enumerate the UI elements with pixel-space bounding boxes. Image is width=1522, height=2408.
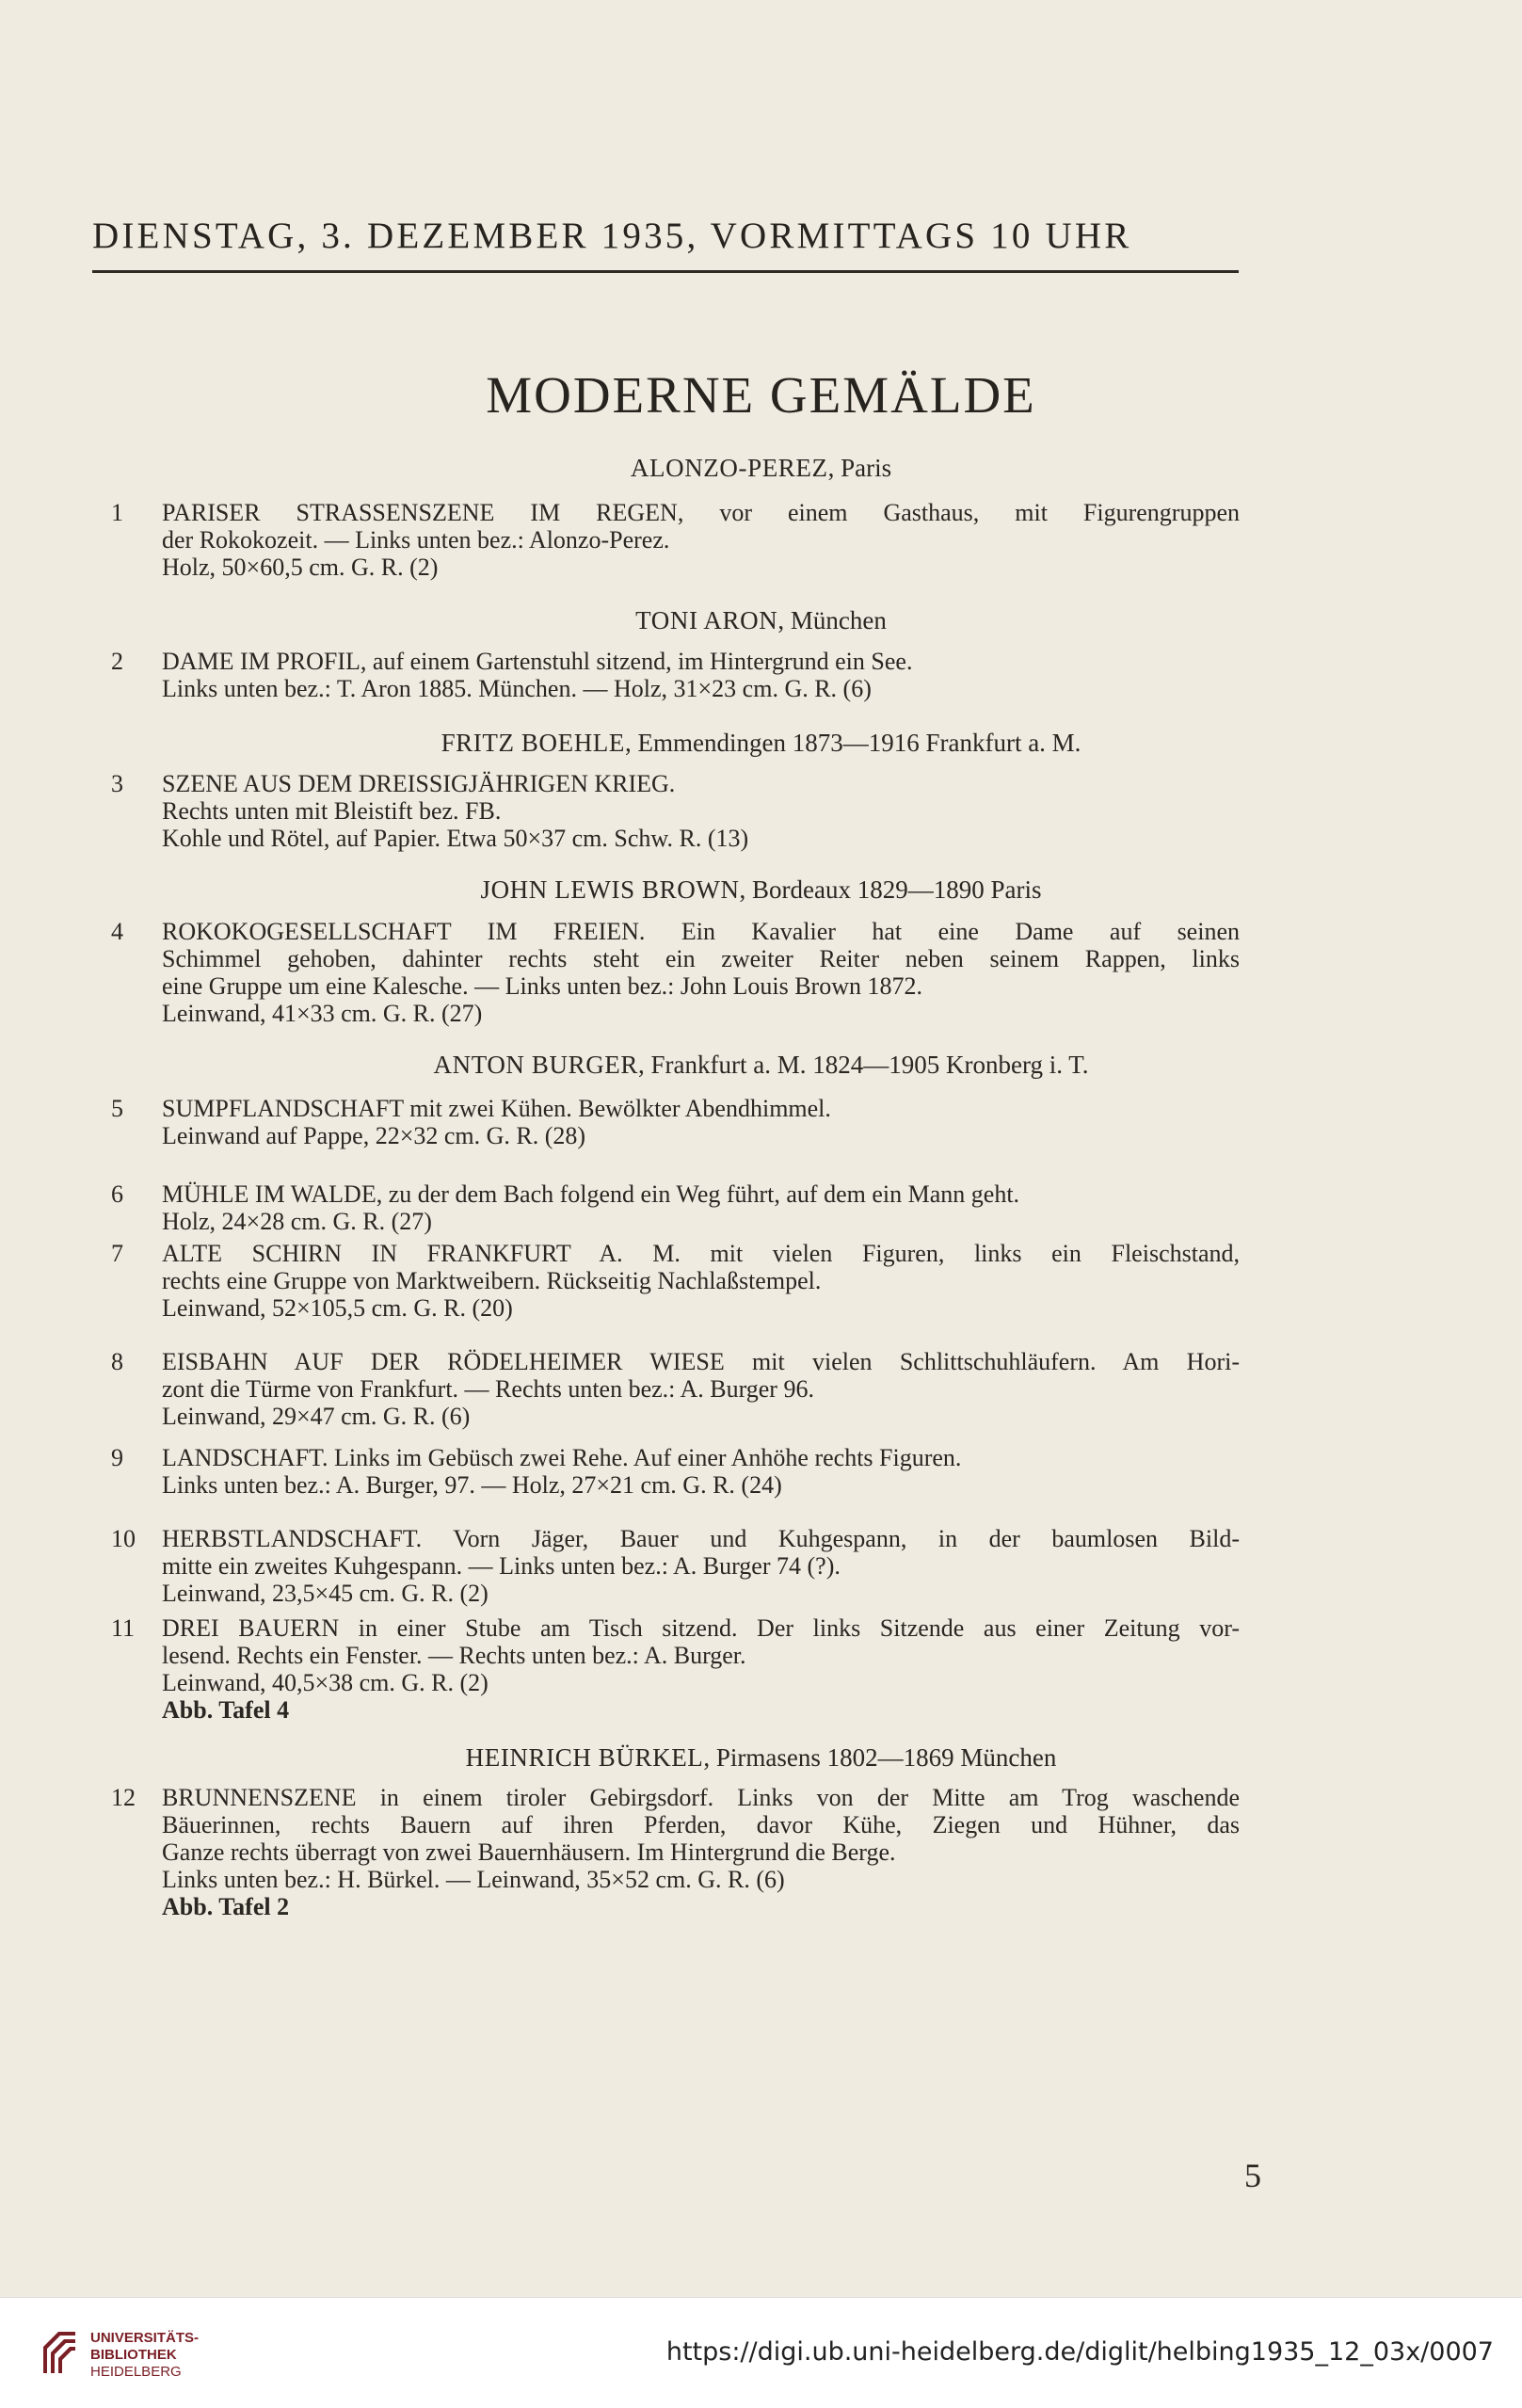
entry-line: Leinwand, 41×33 cm. G. R. (27)	[162, 1000, 483, 1027]
lot-number: 10	[111, 1525, 136, 1552]
entry-line: HERBSTLANDSCHAFT. Vorn Jäger, Bauer und Kuhgespann, in der baumlosen Bild-	[162, 1525, 1240, 1552]
ub-heidelberg-logo-icon[interactable]	[38, 2326, 81, 2379]
entry-line: Leinwand, 40,5×38 cm. G. R. (2)	[162, 1669, 489, 1696]
lot-number: 4	[111, 918, 123, 945]
entry-line: Links unten bez.: A. Burger, 97. — Holz, 27×21 cm. G. R. (24)	[162, 1471, 782, 1499]
artist-origin: , München	[777, 606, 887, 634]
artist-name: HEINRICH BÜRKEL	[465, 1743, 704, 1772]
library-name: UNIVERSITÄTS- BIBLIOTHEK HEIDELBERG	[90, 2330, 200, 2380]
entry-line: MÜHLE IM WALDE, zu der dem Bach folgend ein Weg führt, auf dem ein Mann geht.	[162, 1180, 1020, 1208]
artist-name: ALONZO-PEREZ	[630, 454, 828, 482]
entry-line: Bäuerinnen, rechts Bauern auf ihren Pferden, davor Kühe, Ziegen und Hühner, das	[162, 1811, 1240, 1838]
artist-heading	[0, 875, 1522, 905]
auction-date-header: DIENSTAG, 3. DEZEMBER 1935, VORMITTAGS 10 UHR	[92, 216, 1132, 256]
entry-line: Abb. Tafel 4	[162, 1696, 290, 1724]
entry-line: Links unten bez.: T. Aron 1885. München. — Holz, 31×23 cm. G. R. (6)	[162, 675, 872, 702]
lot-number: 7	[111, 1240, 123, 1267]
artist-origin: , Paris	[827, 454, 892, 482]
entry-line: EISBAHN AUF DER RÖDELHEIMER WIESE mit vielen Schlittschuhläufern. Am Hori-	[162, 1348, 1240, 1375]
entry-line: ALTE SCHIRN IN FRANKFURT A. M. mit vielen Figuren, links ein Fleischstand,	[162, 1240, 1240, 1267]
entry-line: Schimmel gehoben, dahinter rechts steht ein zweiter Reiter neben seinem Rappen, links	[162, 945, 1240, 972]
lot-number: 6	[111, 1180, 123, 1208]
lot-number: 2	[111, 648, 123, 675]
entry-line: eine Gruppe um eine Kalesche. — Links unten bez.: John Louis Brown 1872.	[162, 972, 922, 1000]
artist-heading	[0, 1743, 1522, 1773]
artist-name: ANTON BURGER	[433, 1051, 638, 1079]
entry-line: Leinwand auf Pappe, 22×32 cm. G. R. (28)	[162, 1122, 586, 1149]
entry-line: mitte ein zweites Kuhgespann. — Links unten bez.: A. Burger 74 (?).	[162, 1552, 841, 1580]
artist-heading	[0, 606, 1522, 635]
entry-line: SZENE AUS DEM DREISSIGJÄHRIGEN KRIEG.	[162, 770, 676, 797]
header-rule	[92, 270, 1239, 273]
entry-line: Ganze rechts überragt von zwei Bauernhäusern. Im Hintergrund die Berge.	[162, 1838, 896, 1866]
artist-origin: , Frankfurt a. M. 1824—1905 Kronberg i. T.	[638, 1051, 1089, 1079]
entry-line: Leinwand, 29×47 cm. G. R. (6)	[162, 1403, 471, 1430]
lot-number: 11	[111, 1614, 136, 1642]
lot-number: 3	[111, 770, 123, 797]
artist-heading	[0, 729, 1522, 758]
entry-line: SUMPFLANDSCHAFT mit zwei Kühen. Bewölkter Abendhimmel.	[162, 1095, 831, 1122]
entry-line: Leinwand, 52×105,5 cm. G. R. (20)	[162, 1294, 513, 1322]
lot-number: 12	[111, 1784, 136, 1811]
entry-line: der Rokokozeit. — Links unten bez.: Alonzo-Perez.	[162, 526, 670, 554]
page-number: 5	[1244, 2157, 1261, 2194]
artist-origin: , Pirmasens 1802—1869 München	[703, 1743, 1057, 1772]
page-title: MODERNE GEMÄLDE	[486, 366, 1036, 424]
lot-number: 5	[111, 1095, 123, 1122]
entry-line: DAME IM PROFIL, auf einem Gartenstuhl sitzend, im Hintergrund ein See.	[162, 648, 913, 675]
entry-line: PARISER STRASSENSZENE IM REGEN, vor einem Gasthaus, mit Figurengruppen	[162, 499, 1240, 526]
entry-line: BRUNNENSZENE in einem tiroler Gebirgsdorf. Links von der Mitte am Trog waschende	[162, 1784, 1240, 1811]
artist-name: TONI ARON	[635, 606, 778, 634]
permalink-url[interactable]: https://digi.ub.uni-heidelberg.de/diglit/helbing1935_12_03x/0007	[665, 2337, 1494, 2367]
entry-line: Holz, 24×28 cm. G. R. (27)	[162, 1208, 432, 1235]
artist-name: JOHN LEWIS BROWN	[480, 875, 740, 904]
entry-line: rechts eine Gruppe von Marktweibern. Rückseitig Nachlaßstempel.	[162, 1267, 822, 1294]
entry-line: Rechts unten mit Bleistift bez. FB.	[162, 797, 502, 825]
entry-line: lesend. Rechts ein Fenster. — Rechts unten bez.: A. Burger.	[162, 1642, 746, 1669]
lot-number: 9	[111, 1444, 123, 1471]
viewer-footer	[0, 2297, 1522, 2408]
entry-line: Kohle und Rötel, auf Papier. Etwa 50×37 cm. Schw. R. (13)	[162, 825, 749, 852]
entry-line: ROKOKOGESELLSCHAFT IM FREIEN. Ein Kavalier hat eine Dame auf seinen	[162, 918, 1240, 945]
entry-line: LANDSCHAFT. Links im Gebüsch zwei Rehe. Auf einer Anhöhe rechts Figuren.	[162, 1444, 962, 1471]
entry-line: zont die Türme von Frankfurt. — Rechts unten bez.: A. Burger 96.	[162, 1375, 814, 1403]
lot-number: 8	[111, 1348, 123, 1375]
entry-line: Leinwand, 23,5×45 cm. G. R. (2)	[162, 1580, 489, 1607]
entry-line: DREI BAUERN in einer Stube am Tisch sitzend. Der links Sitzende aus einer Zeitung vor-	[162, 1614, 1240, 1642]
entry-line: Links unten bez.: H. Bürkel. — Leinwand, 35×52 cm. G. R. (6)	[162, 1866, 785, 1893]
lot-number: 1	[111, 499, 123, 526]
artist-name: FRITZ BOEHLE	[441, 729, 625, 757]
artist-heading	[0, 454, 1522, 483]
artist-origin: , Bordeaux 1829—1890 Paris	[739, 875, 1042, 904]
artist-origin: , Emmendingen 1873—1916 Frankfurt a. M.	[625, 729, 1081, 757]
entry-line: Holz, 50×60,5 cm. G. R. (2)	[162, 554, 439, 581]
artist-heading	[0, 1051, 1522, 1080]
entry-line: Abb. Tafel 2	[162, 1893, 290, 1920]
